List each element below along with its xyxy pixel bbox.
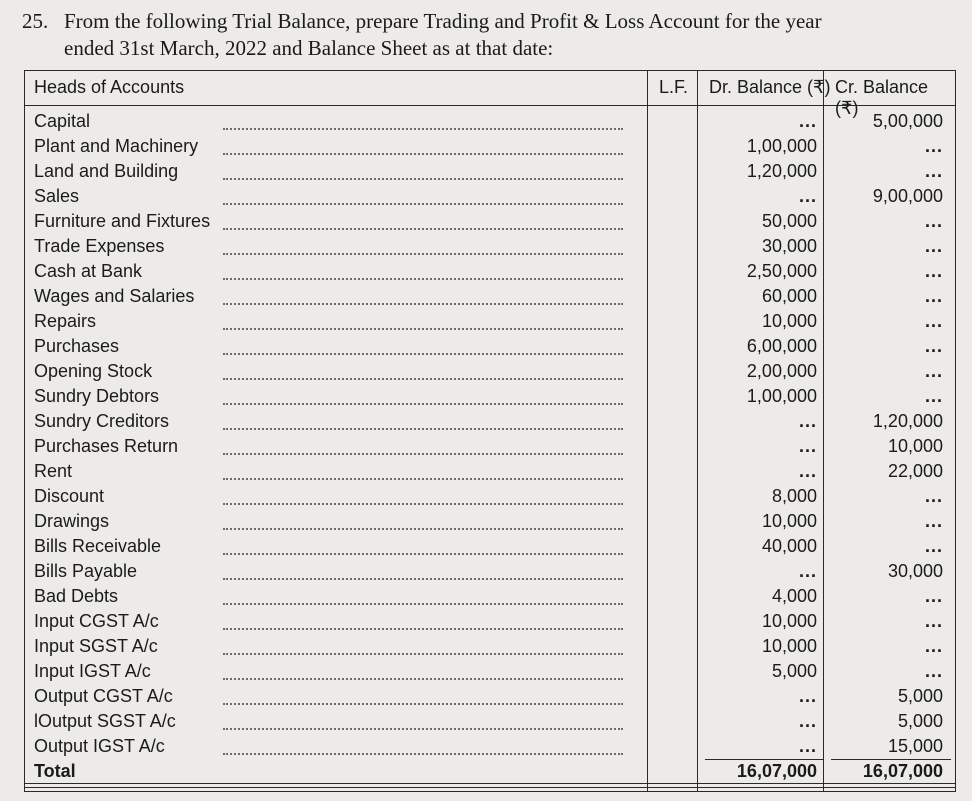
header-heads-of-accounts: Heads of Accounts xyxy=(34,77,185,97)
dotted-leader xyxy=(223,378,623,380)
header-lf: L.F. xyxy=(659,77,689,97)
account-name: Bad Debts xyxy=(34,586,119,606)
header-divider xyxy=(25,105,955,106)
cr-balance-cell: ... xyxy=(924,336,943,356)
cr-balance-cell: ... xyxy=(924,286,943,306)
cr-balance-cell: 5,000 xyxy=(897,686,943,706)
dotted-leader xyxy=(223,553,623,555)
dotted-leader xyxy=(223,653,623,655)
account-name: Trade Expenses xyxy=(34,236,165,256)
account-name: Bills Receivable xyxy=(34,536,162,556)
account-name: Bills Payable xyxy=(34,561,138,581)
account-name: Purchases Return xyxy=(34,436,179,456)
dotted-leader xyxy=(223,728,623,730)
dotted-leader xyxy=(223,503,623,505)
account-name: Capital xyxy=(34,111,91,131)
account-name: Furniture and Fixtures xyxy=(34,211,211,231)
question-line-2: ended 31st March, 2022 and Balance Sheet as at that date: xyxy=(64,36,554,60)
dr-balance-cell: 10,000 xyxy=(761,611,817,631)
cr-balance-cell: ... xyxy=(924,236,943,256)
cr-balance-cell: ... xyxy=(924,636,943,656)
table-row xyxy=(25,386,955,411)
account-name: Discount xyxy=(34,486,105,506)
dr-balance-cell: ... xyxy=(798,686,817,706)
cr-balance-cell: 10,000 xyxy=(887,436,943,456)
dotted-leader xyxy=(223,153,623,155)
cr-balance-cell: ... xyxy=(924,661,943,681)
dr-balance-cell: 10,000 xyxy=(761,636,817,656)
dotted-leader xyxy=(223,628,623,630)
footer-rule-1 xyxy=(25,783,955,784)
dr-balance-cell: 30,000 xyxy=(761,236,817,256)
table-row xyxy=(25,111,955,136)
dotted-leader xyxy=(223,128,623,130)
cr-balance-cell: 5,00,000 xyxy=(872,111,943,131)
dr-balance-cell: 1,00,000 xyxy=(746,136,817,156)
dotted-leader xyxy=(223,528,623,530)
table-row xyxy=(25,211,955,236)
account-name: Purchases xyxy=(34,336,120,356)
account-name: Input CGST A/c xyxy=(34,611,159,631)
table-row xyxy=(25,711,955,736)
cr-balance-cell: ... xyxy=(924,161,943,181)
cr-balance-cell: 30,000 xyxy=(887,561,943,581)
dotted-leader xyxy=(223,703,623,705)
table-row xyxy=(25,336,955,361)
dr-balance-cell: 2,50,000 xyxy=(746,261,817,281)
dotted-leader xyxy=(223,328,623,330)
cr-balance-cell: ... xyxy=(924,386,943,406)
dotted-leader xyxy=(223,353,623,355)
cr-balance-cell: ... xyxy=(924,536,943,556)
dotted-leader xyxy=(223,478,623,480)
dotted-leader xyxy=(223,178,623,180)
question-line-1: From the following Trial Balance, prepare Trading and Profit & Loss Account for the year xyxy=(64,9,822,33)
dotted-leader xyxy=(223,603,623,605)
total-label: Total xyxy=(34,761,76,781)
table-row xyxy=(25,686,955,711)
dotted-leader xyxy=(223,253,623,255)
dr-balance-cell: 1,20,000 xyxy=(746,161,817,181)
account-name: Sundry Creditors xyxy=(34,411,170,431)
table-row xyxy=(25,561,955,586)
cr-balance-cell: ... xyxy=(924,611,943,631)
total-cr-top-rule xyxy=(831,759,951,760)
table-row xyxy=(25,161,955,186)
cr-balance-cell: ... xyxy=(924,361,943,381)
table-row xyxy=(25,261,955,286)
dr-balance-cell: 2,00,000 xyxy=(746,361,817,381)
question-number: 25. xyxy=(22,9,49,33)
total-dr: 16,07,000 xyxy=(736,761,817,781)
account-name: Sales xyxy=(34,186,80,206)
table-row xyxy=(25,136,955,161)
cr-balance-cell: ... xyxy=(924,211,943,231)
table-row xyxy=(25,611,955,636)
dotted-leader xyxy=(223,453,623,455)
dr-balance-cell: 60,000 xyxy=(761,286,817,306)
cr-balance-cell: 15,000 xyxy=(887,736,943,756)
table-row xyxy=(25,286,955,311)
account-name: Repairs xyxy=(34,311,97,331)
footer-rule-2 xyxy=(25,787,955,788)
account-name: Plant and Machinery xyxy=(34,136,199,156)
table-row xyxy=(25,511,955,536)
question-text xyxy=(22,8,962,62)
cr-balance-cell: ... xyxy=(924,261,943,281)
table-row xyxy=(25,486,955,511)
table-row xyxy=(25,461,955,486)
table-row xyxy=(25,186,955,211)
dr-balance-cell: ... xyxy=(798,461,817,481)
dr-balance-cell: 1,00,000 xyxy=(746,386,817,406)
dr-balance-cell: ... xyxy=(798,736,817,756)
account-name: Drawings xyxy=(34,511,110,531)
dr-balance-cell: 6,00,000 xyxy=(746,336,817,356)
dr-balance-cell: 5,000 xyxy=(771,661,817,681)
table-row xyxy=(25,536,955,561)
account-name: Output IGST A/c xyxy=(34,736,165,756)
account-name: Wages and Salaries xyxy=(34,286,195,306)
account-name: Input SGST A/c xyxy=(34,636,158,656)
dr-balance-cell: 10,000 xyxy=(761,511,817,531)
dr-balance-cell: ... xyxy=(798,711,817,731)
dotted-leader xyxy=(223,228,623,230)
cr-balance-cell: ... xyxy=(924,586,943,606)
header-dr-balance: Dr. Balance (₹) xyxy=(709,77,831,97)
total-cr: 16,07,000 xyxy=(862,761,943,781)
table-row xyxy=(25,636,955,661)
account-name: Input IGST A/c xyxy=(34,661,151,681)
header-cr-balance: Cr. Balance (₹) xyxy=(835,77,929,118)
cr-balance-cell: 22,000 xyxy=(887,461,943,481)
dr-balance-cell: 8,000 xyxy=(771,486,817,506)
cr-balance-cell: 5,000 xyxy=(897,711,943,731)
total-dr-top-rule xyxy=(705,759,823,760)
account-name: Cash at Bank xyxy=(34,261,143,281)
dotted-leader xyxy=(223,678,623,680)
dr-balance-cell: ... xyxy=(798,436,817,456)
dotted-leader xyxy=(223,303,623,305)
dotted-leader xyxy=(223,403,623,405)
cr-balance-cell: ... xyxy=(924,311,943,331)
account-name: lOutput SGST A/c xyxy=(34,711,176,731)
cr-balance-cell: ... xyxy=(924,136,943,156)
account-name: Sundry Debtors xyxy=(34,386,160,406)
cr-balance-cell: 1,20,000 xyxy=(872,411,943,431)
dr-balance-cell: 50,000 xyxy=(761,211,817,231)
dotted-leader xyxy=(223,753,623,755)
table-row xyxy=(25,411,955,436)
table-row xyxy=(25,736,955,761)
table-row xyxy=(25,236,955,261)
trial-balance-table xyxy=(24,70,956,792)
dr-balance-cell: 4,000 xyxy=(771,586,817,606)
dr-balance-cell: 40,000 xyxy=(761,536,817,556)
dotted-leader xyxy=(223,578,623,580)
table-row xyxy=(25,661,955,686)
table-row xyxy=(25,361,955,386)
dr-balance-cell: ... xyxy=(798,186,817,206)
dr-balance-cell: ... xyxy=(798,411,817,431)
account-name: Opening Stock xyxy=(34,361,153,381)
account-name: Output CGST A/c xyxy=(34,686,173,706)
dotted-leader xyxy=(223,278,623,280)
cr-balance-cell: ... xyxy=(924,486,943,506)
table-row xyxy=(25,586,955,611)
table-row xyxy=(25,436,955,461)
dr-balance-cell: ... xyxy=(798,111,817,131)
cr-balance-cell: ... xyxy=(924,511,943,531)
account-name: Land and Building xyxy=(34,161,179,181)
dr-balance-cell: ... xyxy=(798,561,817,581)
table-row xyxy=(25,311,955,336)
dr-balance-cell: 10,000 xyxy=(761,311,817,331)
account-name: Rent xyxy=(34,461,73,481)
dotted-leader xyxy=(223,203,623,205)
cr-balance-cell: 9,00,000 xyxy=(872,186,943,206)
dotted-leader xyxy=(223,428,623,430)
